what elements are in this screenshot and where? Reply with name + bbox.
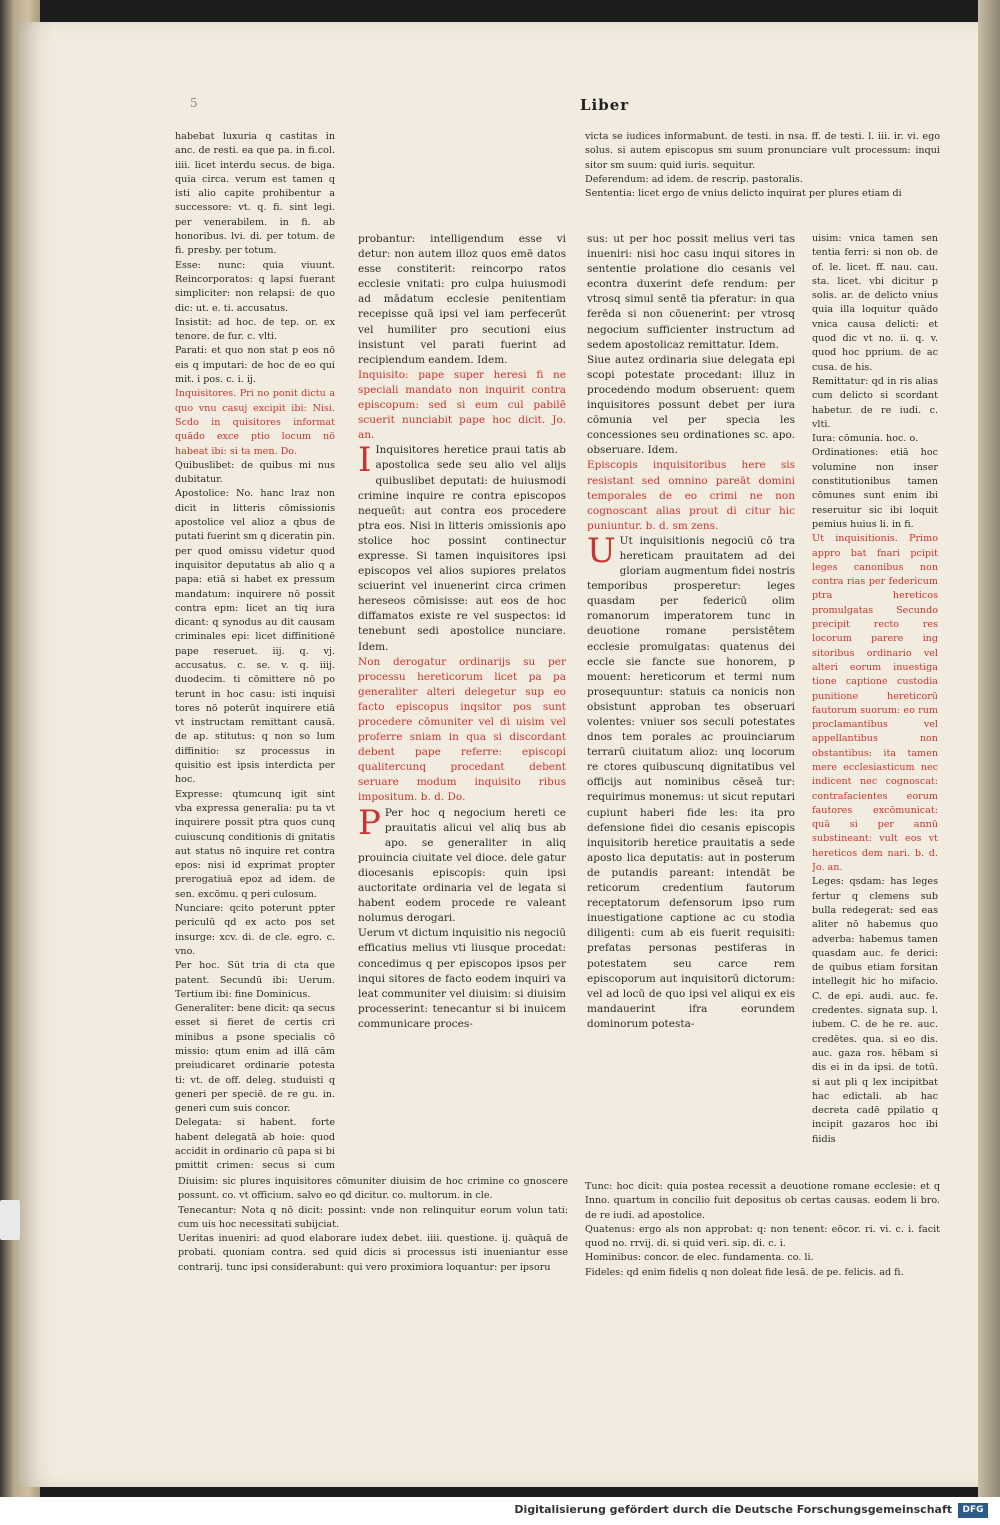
page-header-title: Liber	[580, 96, 630, 114]
gloss-paragraph: Delegata: si habent. forte habent delegatā ab hoie: quod accidit in ordinario cū papa si bi pmittit crimen: secus si cum	[175, 1117, 335, 1172]
gloss-paragraph: Expresse: qtumcunq igit sint vba expressa generalia: pu ta vt inquirere possit ptra quos cunq cuiuscunq conditionis di gnitatis aut status nō inquire ret contra epos: nisi id exprimat propter prerogatiuā epoz ad idem. de sen. excōmu. q peri culosum.	[175, 788, 335, 900]
left-gloss-column	[175, 130, 335, 1175]
dfg-logo: DFG	[958, 1503, 988, 1518]
footnote: Diuisim: sic plures inquisitores cōmuniter diuisim de hoc crimine co gnoscere possunt. co. vt officium. salvo eo qd dicitur. co. multorum. in cle.	[178, 1176, 568, 1202]
folio-number: 5	[190, 96, 198, 110]
footnote: Ueritas inueniri: ad quod elaborare iudex debet. iiii. questione. ij. quāquā de probati. quoniam contra. sed quid dicis si processus isti inueniantur esse contrarij. tunc ipsi considerabunt: qui vero proximiora loquantur: per ipsoru	[178, 1233, 568, 1273]
gloss-paragraph: Quibuslibet: de quibus mi nus dubitatur.	[175, 459, 335, 486]
gloss-paragraph: Iura: cōmunia. hoc. o.	[812, 433, 919, 445]
footnote: Fideles: qd enim fidelis q non doleat fide lesā. de pe. felicis. ad fi.	[585, 1266, 904, 1278]
text-paragraph: probantur: intelligendum esse vi detur: non autem illoz quos emē datos esse constiterit: reincorpo ratos ecclesie vnitati: pro culpa huiusmodi ad mādatum ecclesie penitentiam recepisse quā ipsi vel iam perfecerūt vel humiliter pro secutioni eius insistunt vel parati fuerint ad recipiendum eandem. Idem.	[358, 233, 566, 366]
page-edge-right	[978, 0, 1000, 1500]
rubric-summary: Non derogatur ordinarijs su per processu hereticorum licet pa pa generaliter alteri delegetur sup eo facto episcopus inqsitor pos sunt procedere cōmuniter vel di uisim vel proferre sniam in qua si discordant debent pape referre: episcopi qualitercunq procedant debent seruare modum inquisito ribus impositum. b. d. Do.	[358, 655, 566, 804]
text-body: Per hoc q negocium hereti ce prauitatis alicui vel aliq bus ab apo. se generaliter in aliq prouincia ciuitate vel dioce. dele gatur diocesanis episcopis: quin ipsi auctoritate ordinaria vel de legata si habent eodem procede re valeant nolumus derogari.	[358, 806, 566, 925]
rubric-summary: Episcopis inquisitoribus here sis resistant sed omnino pareāt domini temporales de eo crimi ne non cognoscant alias prout di citur hic puniuntur. b. d. sm zens.	[587, 459, 795, 532]
gloss-paragraph: Apostolice: No. hanc lraz non dicit in litteris cōmissionis apostolice vel alioz a qbus de putati fuerint sm q diceratin pin. per quod omissu videtur quod inquisitor deputatus ab alio q a papa: etiā si habet ex pressum mandatum: inquirere nō possit contra epm: licet an tiq iura dicant: q synodus au dit causam criminales epi: licet diffinitionē pape reseruet. iij. q. vj. accusatus. c. se. v. q. iiij. duodecim. ti cōmittere nō po terunt in hoc casu: isti inquisi tores nō poterūt inquirere etiā vt instructam remittant causā. de ap. stitutus: q non so lum diffinitio: sz processus in quisitio est ipsis interdicta per hoc.	[175, 488, 335, 786]
footnote: Tenecantur: Nota q nō dicit: possint: vnde non relinquitur eorum volun tati: cum uis hoc necessitati subijciat.	[178, 1204, 568, 1230]
text-body: Ut inquisitionis negociū cō tra hereticam prauitatem ad dei gloriam augmentum fidei nostris temporibus prosperetur: leges quasdam per federicū olim romanorum imperatorem tunc in deuotione romane persistētem ecclesie promulgatas: quatenus dei eccle sie fancte sue honorem, p mouent: hereticorum et termi num prosequuntur: statuis ca nonicis non obsistunt approban tes obseruari volentes: vniuer sos seculi potestates dnos tem porales ac prouinciarum terrarū ciuitatum alioz: unq locorum re ctores quibuscunq dignitatibus vel officijs aut nominibus cēseā tur: requirimus monemus: ut sicut reputari cupiunt haberi fide les: ita pro defensione fidei dio cesanis episcopis inquisitorib heretice prauitatis a sede aposto lica deputatis: aut in posterum de putandis pareant: intendāt be reticorum credentium fautorum receptatorum defensorum ipso rum inuestigatione captione ac cu stodia diligenti: cum ab eis fuerit requisiti: prefatas personas pestiferas in potestatem seu carce rem episcoporum aut inquisitorū dictorum: vel ad locū de quo ipsi vel aliqui ex eis mandauerint ifra eorundem dominorum potesta-	[587, 534, 795, 1030]
gloss-paragraph: Ordinationes: etiā hoc volumine non inser constitutionibus tamen cōmunes sunt enim ibi reseruitur sic ibi loquit pemius huius li. in fi.	[812, 447, 938, 530]
text-paragraph: Uerum vt dictum inquisitio nis negociū efficatius melius vti liusque procedat: concedimus q per episcopos ipsos per inqui sitores de facto eodem inquiri va leat communiter vel diuisim: si diuisim processerint: tenecantur si bi inuicem communicare proces-	[358, 927, 566, 1030]
initial-letter-I: I	[358, 440, 372, 481]
gloss-paragraph: Insistit: ad hoc. de tep. or. ex tenore. de fur. c. vlti.	[175, 316, 335, 343]
text-paragraph	[358, 440, 566, 654]
text-body: Inquisitores heretice praui tatis ab apostolica sede seu alio vel alijs quibuslibet deputati: de huiusmodi crimine inquire re contra episcopos nequeūt: aut contra eos procedere ptra eos. Nisi in litteris ɔmissionis apo stolice hoc possint continectur expresse. Si tamen inquisitores ipsi episcopos vel alios supiores prelatos sciuerint vel inuenerint circa crimen hereseos cōmisisse: aut eos de hoc diffamatos existe re vel suspectos: id tenebunt sedi apostolice nunciare. Idem.	[358, 444, 566, 653]
far-right-gloss-column	[812, 232, 938, 1177]
text-paragraph	[358, 802, 566, 927]
gloss-paragraph: Esse: nunc: quia viuunt. Reincorporatos: q lapsi fuerant simpliciter: non relapsi: de quo dic: ut. e. ti. accusatus.	[175, 259, 335, 314]
gloss-paragraph: Remittatur: qd in ris alias cum delicto si scordant habetur. de re iudi. c. vlti.	[812, 375, 938, 430]
gloss-paragraph: Sententia: licet ergo de vnius delicto inquirat per plures etiam di	[585, 188, 902, 200]
right-text-column	[587, 232, 795, 1144]
bottom-gloss-left	[178, 1175, 568, 1285]
gloss-paragraph: Leges: qsdam: has leges fertur q clemens sub bulla redegerat: sed eas aliter nō habemus quo adverba: habemus tamen quasdam auc. fe derici: de quibus etiam forsitan intellegit hic ho mifacio. C. de epi. audi. auc. fe. credentes. signata sup. l. iubem. C. de he re. auc. credētes. qua. si eo dis. auc. gaza ros. hēbam si dis ei in da ipsi. de totū. si aut pli q lex incipitbat hac edictali. ab hac decreta cadē ppilatio q incipit gazaros hoc ibi fiidis	[812, 876, 938, 1145]
gloss-paragraph: Deferendum: ad idem. de rescrip. pastoralis.	[585, 173, 803, 185]
gloss-paragraph: victa se iudices informabunt. de testi. in nsa. ff. de testi. l. iii. ir. vi. ego solus. si autem episcopus sm suum pronunciare vult processum: inqui sitor sm suum: quid iuris. sequitur.	[585, 131, 940, 171]
initial-letter-P: P	[358, 802, 381, 843]
gloss-paragraph: Generaliter: bene dicit: qa secus esset si fieret de certis cri minibus a psone specialis cō missio: qtum enim ad illā cām preiudicaret ordinarie potesta ti: vt. de off. deleg. studuisti q generi per speciē. de re gu. in. generi cum suis concor.	[175, 1003, 335, 1115]
text-paragraph: sus: ut per hoc possit melius veri tas inueniri: nisi hoc casu inqui sitores in sententie prolatione dio cesanis vel econtra duxerint defe rendum: per vtrosq simul sentē tia pferatur: in qua ferēda si non cōuenerint: per vtrosq negocium sufficienter instructum ad sedem apostolicaz remittatur. Idem.	[587, 233, 795, 351]
footnote: Tunc: hoc dicit: quia postea recessit a deuotione romane ecclesie: et q Inno. quartum in concilio fuit depositus ob certas causas. eodem li bro. de re iudi. ad apostolice.	[585, 1181, 940, 1221]
footnote: Hominibus: concor. de elec. fundamenta. co. li.	[585, 1252, 814, 1264]
gloss-paragraph: Parati: et quo non stat p eos nō eis q imputari: de hoc de eo qui mit. i pos. c. i. ij.	[175, 345, 335, 386]
gloss-rubric: Ut inquisitionis. Primo appro bat fnari pcipit leges canonibus non contra rias per federicum ptra hereticos promulgatas Secundo precipit recto res locorum parere ing sitoribus ordinario vel alteri eorum inuestiga tione captione custodia punitione hereticorū fautorum suorum: eo rum proclamantibus vel appellantibus non obstantibus: ita tamen mere ecclesiasticum nec indicent nec cognoscat: contrafacientes eorum fautores excōmunicat: quā si per annū substineant: vult eos vt hereticos dem nari. b. d. Jo. an.	[812, 533, 938, 874]
gloss-paragraph: habebat luxuria q castitas in anc. de resti. ea que pa. in fi.col. iiii. licet interdu secus. de biga. quia circa. verum est tamen q isti alio capite prohibentur a successore: vt. q. fi. sint legi. per venerabilem. in fi. ab honoribus. lvi. di. per totum. de fi. presby. per totum.	[175, 131, 335, 257]
footnote: Quatenus: ergo als non approbat: q: non tenent: eōcor. ri. vi. c. i. facit quod no. rrvij. di. si quid veri. sip. di. c. i.	[585, 1223, 940, 1250]
rubric-summary: Inquisito: pape super heresi fi ne speciali mandato non inquirit contra episcopum: sed si eum cul pabilē scuerit nunciabit pape hoc dicit. Jo. an.	[358, 368, 566, 442]
middle-text-column	[358, 232, 566, 1144]
gloss-paragraph: Per hoc. Sūt tria di cta que patent. Secundū ibi: Uerum. Tertium ibi: fine Dominicus.	[175, 960, 335, 1000]
bottom-gloss-right	[585, 1180, 940, 1280]
gloss-rubric: Inquisitores. Pri no ponit dictu a quo vnu casuj excipit ibi: Nisi. Scdo in quisitores informat quādo exce ptio locum nō habeat ibi: si ta men. Do.	[175, 388, 335, 457]
footer-credit: Digitalisierung gefördert durch die Deutsche Forschungsgemeinschaft	[514, 1503, 952, 1516]
right-top-gloss	[585, 130, 940, 230]
gloss-paragraph: uisim: vnica tamen sen tentia ferri: si non ob. de of. le. licet. ff. nau. cau. sta. licet. vbi dicitur p solis. ar. de delicto vnius quia illa loquitur quādo vnica causa delicti: et quod dic vt no. ii. q. v. quod hoc pprium. de ac cusa. de his.	[812, 233, 938, 373]
initial-letter-U: U	[587, 530, 616, 571]
gloss-paragraph: Nunciare: qcito poterunt ppter periculū qd ex acto pos set insurge: xcv. di. de cle. egro. c. vno.	[175, 903, 335, 957]
text-paragraph: Siue autez ordinaria siue delegata epi scopi potestate procedant: illuz in procedendo modum obseruent: quem inquisitores possunt debet per iura cōmunia vel per specia les concessiones seu ordinationes sc. apo. obseruare. Idem.	[587, 353, 795, 457]
text-paragraph	[587, 530, 795, 1032]
page-clip	[0, 1200, 20, 1240]
